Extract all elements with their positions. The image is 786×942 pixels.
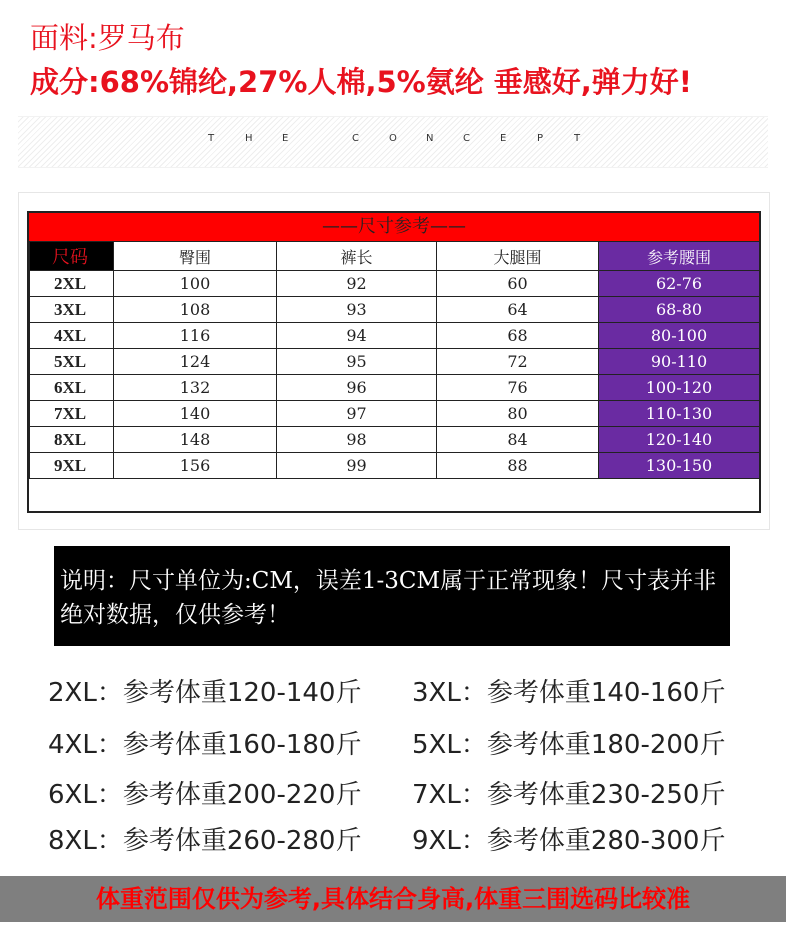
length-cell: 97 xyxy=(277,401,437,427)
length-cell: 95 xyxy=(277,349,437,375)
header-length: 裤长 xyxy=(277,242,437,271)
concept-letter: T xyxy=(574,133,581,144)
size-cell: 5XL xyxy=(30,349,114,375)
concept-letter: H xyxy=(245,133,253,144)
note-box xyxy=(54,546,730,646)
hip-cell: 100 xyxy=(114,271,277,297)
note-text: 说明：尺寸单位为:CM，误差1-3CM属于正常现象！尺寸表并非绝对数据，仅供参考！ xyxy=(60,568,717,628)
concept-letter: E xyxy=(282,133,289,144)
table-empty-row xyxy=(30,479,760,506)
size-cell: 3XL xyxy=(30,297,114,323)
concept-banner xyxy=(18,116,768,168)
footer-banner xyxy=(0,876,786,922)
hip-cell: 108 xyxy=(114,297,277,323)
thigh-cell: 60 xyxy=(437,271,599,297)
waist-cell: 68-80 xyxy=(599,297,760,323)
size-cell: 4XL xyxy=(30,323,114,349)
table-row xyxy=(30,297,760,323)
footer-text: 体重范围仅供为参考,具体结合身高,体重三围选码比较准 xyxy=(95,885,691,913)
concept-letter: E xyxy=(500,133,507,144)
concept-letter: N xyxy=(426,133,434,144)
length-cell: 94 xyxy=(277,323,437,349)
concept-letter: P xyxy=(537,133,544,144)
size-table-frame xyxy=(27,211,761,513)
weight-item: 9XL：参考体重280-300斤 xyxy=(412,826,726,856)
size-cell: 9XL xyxy=(30,453,114,479)
hip-cell: 124 xyxy=(114,349,277,375)
table-row xyxy=(30,401,760,427)
size-table-panel xyxy=(18,192,770,530)
table-header-row xyxy=(30,242,760,271)
table-row xyxy=(30,271,760,297)
table-row xyxy=(30,453,760,479)
hip-cell: 156 xyxy=(114,453,277,479)
weight-item: 7XL：参考体重230-250斤 xyxy=(412,780,726,810)
thigh-cell: 80 xyxy=(437,401,599,427)
header-thigh: 大腿围 xyxy=(437,242,599,271)
thigh-cell: 88 xyxy=(437,453,599,479)
table-row xyxy=(30,375,760,401)
waist-cell: 62-76 xyxy=(599,271,760,297)
size-cell: 8XL xyxy=(30,427,114,453)
waist-cell: 120-140 xyxy=(599,427,760,453)
size-table xyxy=(29,241,760,505)
header-size: 尺码 xyxy=(30,242,114,271)
thigh-cell: 76 xyxy=(437,375,599,401)
weight-item: 5XL：参考体重180-200斤 xyxy=(412,730,726,760)
empty-cell xyxy=(30,479,760,506)
weight-item: 6XL：参考体重200-220斤 xyxy=(48,780,362,810)
table-row xyxy=(30,427,760,453)
composition-heading: 成分:68%锦纶,27%人棉,5%氨纶 垂感好,弹力好! xyxy=(30,65,693,99)
weight-item: 8XL：参考体重260-280斤 xyxy=(48,826,362,856)
concept-letter: T xyxy=(208,133,215,144)
size-table-title: ——尺寸参考—— xyxy=(29,213,759,241)
hip-cell: 116 xyxy=(114,323,277,349)
waist-cell: 90-110 xyxy=(599,349,760,375)
hip-cell: 140 xyxy=(114,401,277,427)
concept-letter: C xyxy=(352,133,359,144)
size-cell: 7XL xyxy=(30,401,114,427)
thigh-cell: 68 xyxy=(437,323,599,349)
length-cell: 96 xyxy=(277,375,437,401)
length-cell: 93 xyxy=(277,297,437,323)
size-cell: 2XL xyxy=(30,271,114,297)
fabric-heading: 面料:罗马布 xyxy=(30,21,185,55)
size-cell: 6XL xyxy=(30,375,114,401)
hip-cell: 148 xyxy=(114,427,277,453)
weight-item: 3XL：参考体重140-160斤 xyxy=(412,678,726,708)
concept-letter: O xyxy=(389,133,397,144)
table-row xyxy=(30,323,760,349)
thigh-cell: 84 xyxy=(437,427,599,453)
waist-cell: 110-130 xyxy=(599,401,760,427)
waist-cell: 130-150 xyxy=(599,453,760,479)
waist-cell: 80-100 xyxy=(599,323,760,349)
hip-cell: 132 xyxy=(114,375,277,401)
weight-item: 2XL：参考体重120-140斤 xyxy=(48,678,362,708)
length-cell: 99 xyxy=(277,453,437,479)
concept-letter: C xyxy=(463,133,470,144)
header-hip: 臀围 xyxy=(114,242,277,271)
length-cell: 92 xyxy=(277,271,437,297)
weight-item: 4XL：参考体重160-180斤 xyxy=(48,730,362,760)
thigh-cell: 64 xyxy=(437,297,599,323)
thigh-cell: 72 xyxy=(437,349,599,375)
table-row xyxy=(30,349,760,375)
length-cell: 98 xyxy=(277,427,437,453)
header-waist: 参考腰围 xyxy=(599,242,760,271)
waist-cell: 100-120 xyxy=(599,375,760,401)
